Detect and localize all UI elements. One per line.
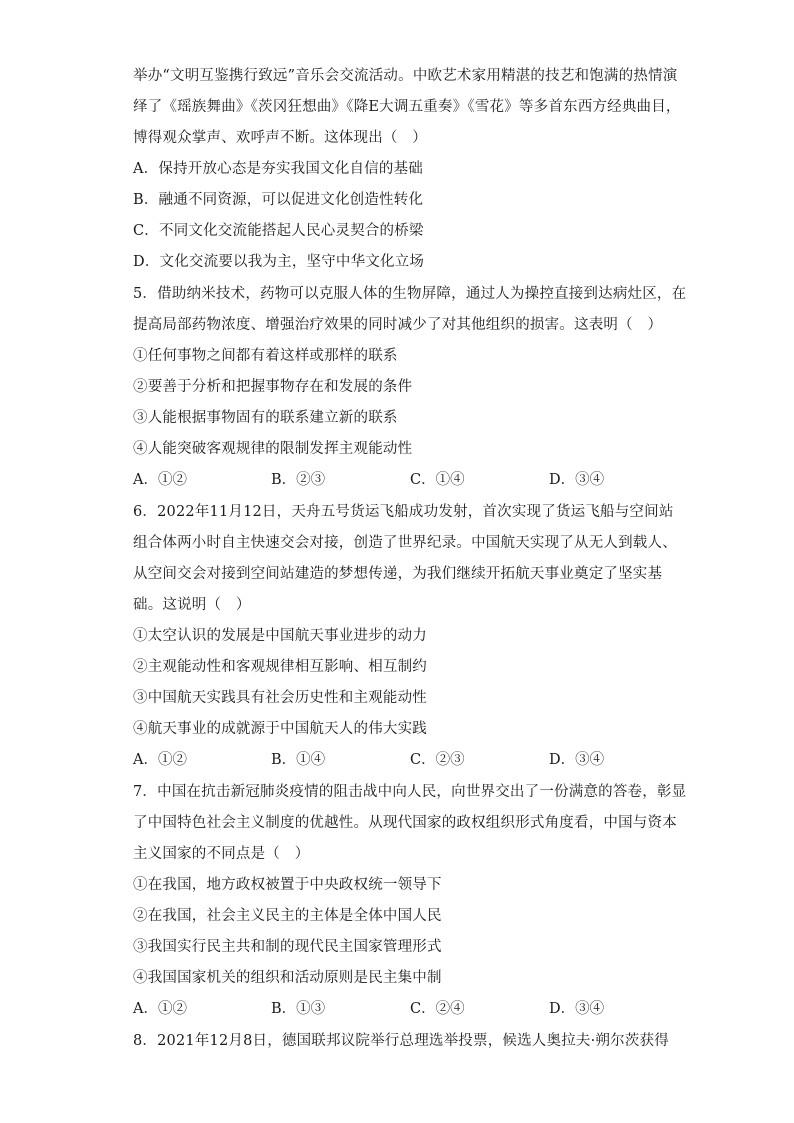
q7-statement-1: ①在我国，地方政权被置于中央政权统一领导下 — [133, 877, 442, 893]
q4-option-d: D．文化交流要以我为主，坚守中华文化立场 — [133, 254, 425, 270]
q6-options — [133, 750, 663, 770]
q5-stem-line-1: 5．借助纳米技术，药物可以克服人体的生物屏障，通过人为操控直接到达病灶区，在 — [133, 286, 687, 302]
q4-option-c: C．不同文化交流能搭起人民心灵契合的桥梁 — [133, 223, 424, 239]
q4-option-b: B．融通不同资源，可以促进文化创造性转化 — [133, 192, 424, 208]
q8-stem-line-1: 8．2021年12月8日，德国联邦议院举行总理选举投票，候选人奥拉夫·朔尔茨获得 — [133, 1033, 669, 1049]
q6-statement-4: ④航天事业的成就源于中国航天人的伟大实践 — [133, 721, 427, 737]
q6-statement-3: ③中国航天实践具有社会历史性和主观能动性 — [133, 690, 427, 706]
q7-option-a: A．①② — [133, 1001, 187, 1017]
q5-statement-2: ②要善于分析和把握事物存在和发展的条件 — [133, 379, 413, 395]
q7-statement-2: ②在我国，社会主义民主的主体是全体中国人民 — [133, 908, 442, 924]
q5-option-d: D．③④ — [549, 472, 605, 488]
q4-stem-line-1: 举办“文明互鉴携行致远”音乐会交流活动。中欧艺术家用精湛的技艺和饱满的热情演 — [133, 68, 678, 84]
q7-option-d: D．③④ — [549, 1001, 605, 1017]
q7-statement-4: ④我国国家机关的组织和活动原则是民主集中制 — [133, 970, 442, 986]
q7-statement-3: ③我国实行民主共和制的现代民主国家管理形式 — [133, 939, 442, 955]
q7-option-c: C．②④ — [410, 1001, 465, 1017]
q5-stem-line-2: 提高局部药物浓度、增强治疗效果的同时减少了对其他组织的损害。这表明（ ） — [133, 317, 663, 333]
q5-statement-4: ④人能突破客观规律的限制发挥主观能动性 — [133, 441, 413, 457]
q6-option-b: B．①④ — [271, 752, 326, 768]
q5-option-c: C．①④ — [410, 472, 465, 488]
q6-option-c: C．②③ — [410, 752, 465, 768]
q4-option-a: A．保持开放心态是夯实我国文化自信的基础 — [133, 161, 423, 177]
q6-option-d: D．③④ — [549, 752, 605, 768]
q7-option-b: B．①③ — [271, 1001, 326, 1017]
q7-stem-line-2: 了中国特色社会主义制度的优越性。从现代国家的政权组织形式角度看，中国与资本 — [133, 815, 677, 831]
q6-stem-line-1: 6．2022年11月12日，天舟五号货运飞船成功发射，首次实现了货运飞船与空间站 — [133, 504, 674, 520]
q5-statement-3: ③人能根据事物固有的联系建立新的联系 — [133, 410, 398, 426]
q6-stem-line-2: 组合体两小时自主快速交会对接，创造了世界纪录。中国航天实现了从无人到载人、 — [133, 535, 677, 551]
q6-statement-1: ①太空认识的发展是中国航天事业进步的动力 — [133, 628, 427, 644]
q6-option-a: A．①② — [133, 752, 187, 768]
q5-option-b: B．②③ — [271, 472, 326, 488]
q7-stem-line-1: 7．中国在抗击新冠肺炎疫情的阻击战中向人民，向世界交出了一份满意的答卷，彰显 — [133, 784, 687, 800]
q7-options — [133, 999, 663, 1019]
q5-options — [133, 470, 663, 490]
q5-option-a: A．①② — [133, 472, 187, 488]
q4-stem-line-3: 博得观众掌声、欢呼声不断。这体现出（ ） — [133, 130, 427, 146]
q6-statement-2: ②主观能动性和客观规律相互影响、相互制约 — [133, 659, 427, 675]
q5-statement-1: ①任何事物之间都有着这样或那样的联系 — [133, 348, 398, 364]
q7-stem-line-3: 主义国家的不同点是（ ） — [133, 846, 310, 862]
q4-stem-line-2: 绎了《瑶族舞曲》《茨冈狂想曲》《降E大调五重奏》《雪花》等多首东西方经典曲目， — [133, 99, 681, 115]
q6-stem-line-3: 从空间交会对接到空间站建造的梦想传递，为我们继续开拓航天事业奠定了坚实基 — [133, 566, 663, 582]
q6-stem-line-4: 础。这说明（ ） — [133, 597, 251, 613]
